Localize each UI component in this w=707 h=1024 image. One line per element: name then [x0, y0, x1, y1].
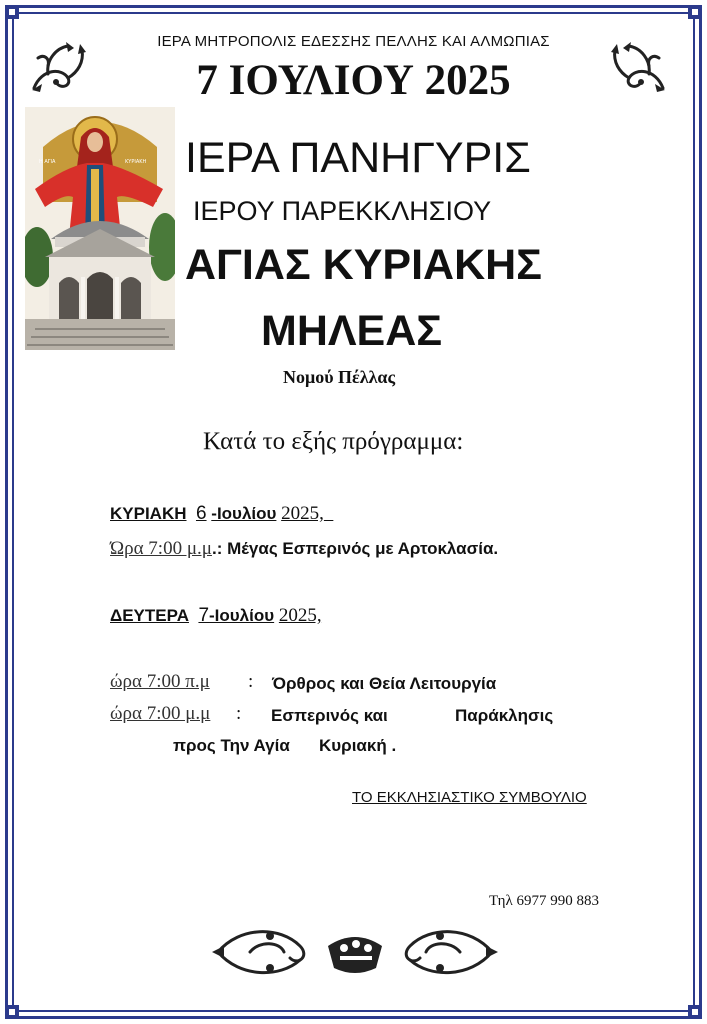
day2-date-month: -Ιουλίου — [209, 606, 275, 625]
village-name: ΜΗΛΕΑΣ — [261, 307, 443, 355]
day1-date-year: 2025, — [281, 503, 324, 524]
day1-schedule-line — [110, 538, 498, 560]
day2-time1: ώρα 7:00 π.μ — [110, 671, 210, 692]
icon-caption-left: Η ΑΓΙΑ — [39, 159, 56, 165]
corner-ornament-top-left — [5, 5, 19, 19]
day2-service2c: προς Την Αγία — [173, 736, 290, 755]
day2-date-year: 2025, — [278, 605, 322, 626]
chapel-subtitle: ΙΕΡΟΥ ΠΑΡΕΚΚΛΗΣΙΟΥ — [193, 196, 492, 226]
day2-service2a: Εσπερινός και — [271, 706, 388, 725]
day1-time: Ώρα 7:00 μ.μ — [110, 538, 212, 559]
saint-name-title: ΑΓΙΑΣ ΚΥΡΙΑΚΗΣ — [185, 241, 542, 289]
day1-date-month: -Ιουλίου — [211, 504, 277, 523]
day1-date-num: 6 — [195, 503, 207, 524]
day1-heading — [110, 503, 333, 525]
day1-day: ΚΥΡΙΑΚΗ — [110, 504, 187, 523]
day2-service1: Όρθρος και Θεία Λειτουργία — [272, 674, 497, 693]
icon-caption-right: ΚΥΡΙΑΚΗ — [125, 159, 147, 165]
phone-number: Τηλ 6977 990 883 — [489, 893, 599, 909]
day2-time2: ώρα 7:00 μ.μ — [110, 703, 211, 724]
corner-ornament-bottom-right — [688, 1005, 702, 1019]
bottom-floral-ornament — [210, 922, 500, 984]
prefecture-label: Νομού Πέλλας — [283, 367, 396, 387]
day2-service2d: Κυριακή . — [319, 736, 397, 755]
day2-heading — [110, 605, 322, 627]
metropolis-heading: ΙΕΡΑ ΜΗΤΡΟΠΟΛΙΣ ΕΔΕΣΣΗΣ ΠΕΛΛΗΣ ΚΑΙ ΑΛΜΩΠΙΑΣ — [157, 33, 550, 50]
day2-sep2: : — [236, 703, 242, 724]
day2-day: ΔΕΥΤΕΡΑ — [110, 606, 189, 625]
event-date: 7 ΙΟΥΛΙΟΥ 2025 — [196, 57, 511, 104]
corner-ornament-top-right — [688, 5, 702, 19]
day2-sep1: : — [248, 671, 254, 692]
day2-date-num: 7 — [198, 605, 210, 626]
day1-service: .: Μέγας Εσπερινός με Αρτοκλασία. — [211, 539, 499, 558]
saint-kyriaki-icon-image — [25, 107, 175, 350]
program-intro: Κατά το εξής πρόγραμμα: — [203, 428, 464, 455]
corner-ornament-bottom-left — [5, 1005, 19, 1019]
day2-service2b: Παράκλησις — [455, 706, 554, 725]
festival-title: ΙΕΡΑ ΠΑΝΗΓΥΡΙΣ — [185, 134, 531, 182]
church-council-signature: ΤΟ ΕΚΚΛΗΣΙΑΣΤΙΚΟ ΣΥΜΒΟΥΛΙΟ — [352, 789, 587, 806]
